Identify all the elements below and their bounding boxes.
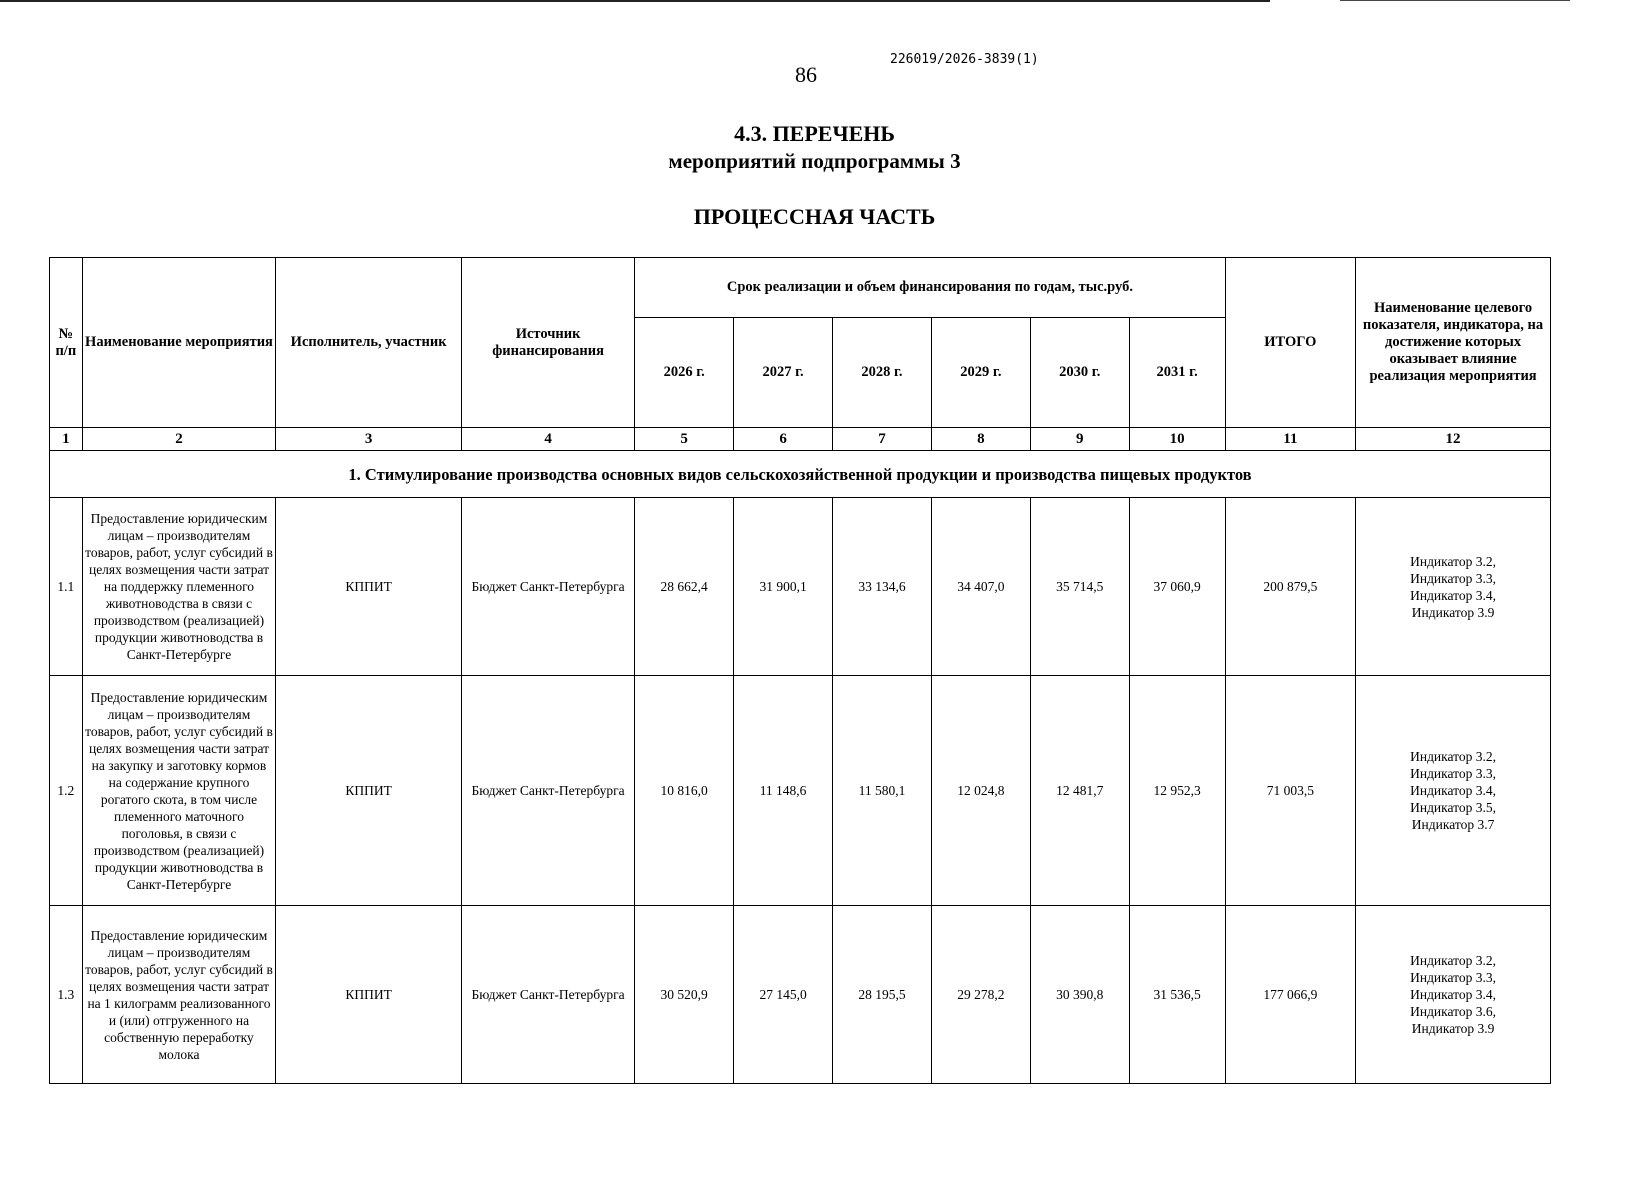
indicators-cell [1356, 676, 1551, 906]
column-number: 10 [1129, 428, 1225, 451]
year-value: 30 520,9 [635, 906, 734, 1084]
column-number: 8 [931, 428, 1030, 451]
indicator: Индикатор 3.4, [1410, 587, 1497, 603]
row-total: 177 066,9 [1225, 906, 1356, 1084]
section-title: 1. Стимулирование производства основных видов сельскохозяйственной продукции и производства пищевых продуктов [50, 451, 1551, 498]
header-year: 2027 г. [734, 318, 833, 428]
header-source: Источник финансирования [461, 258, 634, 428]
document-subtitle: мероприятий подпрограммы 3 [668, 149, 961, 173]
table-row [50, 906, 1551, 1084]
header-year: 2028 г. [833, 318, 932, 428]
header-year: 2031 г. [1129, 318, 1225, 428]
row-total: 200 879,5 [1225, 498, 1356, 676]
column-number: 11 [1225, 428, 1356, 451]
column-number: 7 [833, 428, 932, 451]
indicator: Индикатор 3.6, [1410, 1004, 1497, 1019]
measure-name: Предоставление юридическим лицам – производителям товаров, работ, услуг субсидий в целях возмещения части затрат на 1 килограмм реализованного и (или) отгруженного на собственную переработку молока [82, 906, 276, 1084]
header-name: Наименование мероприятия [82, 258, 276, 428]
indicator: Индикатор 3.3, [1410, 766, 1497, 781]
indicator: Индикатор 3.3, [1410, 570, 1497, 586]
row-total: 71 003,5 [1225, 676, 1356, 906]
executor: КППИТ [276, 906, 462, 1084]
row-num: 1.3 [50, 906, 83, 1084]
column-number: 1 [50, 428, 83, 451]
indicator: Индикатор 3.2, [1410, 953, 1497, 968]
header-indicator: Наименование целевого показателя, индикатора, на достижение которых оказывает влияние реализация мероприятия [1356, 258, 1551, 428]
measure-name: Предоставление юридическим лицам – производителям товаров, работ, услуг субсидий в целях возмещения части затрат на закупку и заготовку кормов на содержание крупного рогатого скота, в том числе племенного маточного поголовья, в связи с производством (реализацией) продукции животноводства в Санкт-Петербурге [82, 676, 276, 906]
column-number: 5 [635, 428, 734, 451]
header-total: ИТОГО [1225, 258, 1356, 428]
year-value: 34 407,0 [931, 498, 1030, 676]
row-num: 1.2 [50, 676, 83, 906]
executor: КППИТ [276, 676, 462, 906]
year-value: 11 148,6 [734, 676, 833, 906]
column-number: 12 [1356, 428, 1551, 451]
indicators-cell [1356, 906, 1551, 1084]
year-value: 30 390,8 [1030, 906, 1129, 1084]
top-border-line [0, 0, 1270, 2]
year-value: 31 536,5 [1129, 906, 1225, 1084]
header-year: 2026 г. [635, 318, 734, 428]
indicator: Индикатор 3.2, [1410, 553, 1497, 569]
table-row [50, 676, 1551, 906]
indicator: Индикатор 3.9 [1411, 1021, 1495, 1036]
column-number-row [50, 428, 1551, 451]
column-number: 4 [461, 428, 634, 451]
header-num: № п/п [50, 258, 83, 428]
column-number: 6 [734, 428, 833, 451]
indicator: Индикатор 3.5, [1410, 800, 1497, 815]
header-year: 2030 г. [1030, 318, 1129, 428]
year-value: 28 195,5 [833, 906, 932, 1084]
registration-number: 226019/2026-3839(1) [890, 52, 1039, 67]
header-executor: Исполнитель, участник [276, 258, 462, 428]
year-value: 27 145,0 [734, 906, 833, 1084]
top-border-line-right [1340, 0, 1570, 1]
year-value: 37 060,9 [1129, 498, 1225, 676]
row-num: 1.1 [50, 498, 83, 676]
section-heading: ПРОЦЕССНАЯ ЧАСТЬ [693, 204, 936, 229]
year-value: 28 662,4 [635, 498, 734, 676]
year-value: 31 900,1 [734, 498, 833, 676]
column-number: 3 [276, 428, 462, 451]
indicators-cell [1356, 498, 1551, 676]
year-value: 35 714,5 [1030, 498, 1129, 676]
funding-source: Бюджет Санкт-Петербурга [461, 676, 634, 906]
page-number: 86 [795, 62, 817, 87]
measure-name: Предоставление юридическим лицам – производителям товаров, работ, услуг субсидий в целях возмещения части затрат на поддержку племенного животноводства в связи с производством (реализацией) продукции животноводства в Санкт-Петербурге [82, 498, 276, 676]
year-value: 12 481,7 [1030, 676, 1129, 906]
indicator: Индикатор 3.4, [1410, 987, 1497, 1002]
indicator: Индикатор 3.2, [1410, 749, 1497, 764]
year-value: 12 024,8 [931, 676, 1030, 906]
funding-source: Бюджет Санкт-Петербурга [461, 498, 634, 676]
year-value: 10 816,0 [635, 676, 734, 906]
indicator: Индикатор 3.7 [1411, 817, 1495, 832]
header-period: Срок реализации и объем финансирования по годам, тыс.руб. [635, 258, 1225, 318]
header-year: 2029 г. [931, 318, 1030, 428]
indicator: Индикатор 3.3, [1410, 970, 1497, 985]
table-row [50, 498, 1551, 676]
section-row [50, 451, 1551, 498]
column-number: 2 [82, 428, 276, 451]
column-number: 9 [1030, 428, 1129, 451]
measures-table [49, 257, 1551, 1084]
year-value: 29 278,2 [931, 906, 1030, 1084]
year-value: 11 580,1 [833, 676, 932, 906]
document-title: 4.3. ПЕРЕЧЕНЬ [734, 121, 895, 146]
year-value: 12 952,3 [1129, 676, 1225, 906]
funding-source: Бюджет Санкт-Петербурга [461, 906, 634, 1084]
indicator: Индикатор 3.4, [1410, 783, 1497, 798]
executor: КППИТ [276, 498, 462, 676]
year-value: 33 134,6 [833, 498, 932, 676]
indicator: Индикатор 3.9 [1411, 604, 1495, 620]
